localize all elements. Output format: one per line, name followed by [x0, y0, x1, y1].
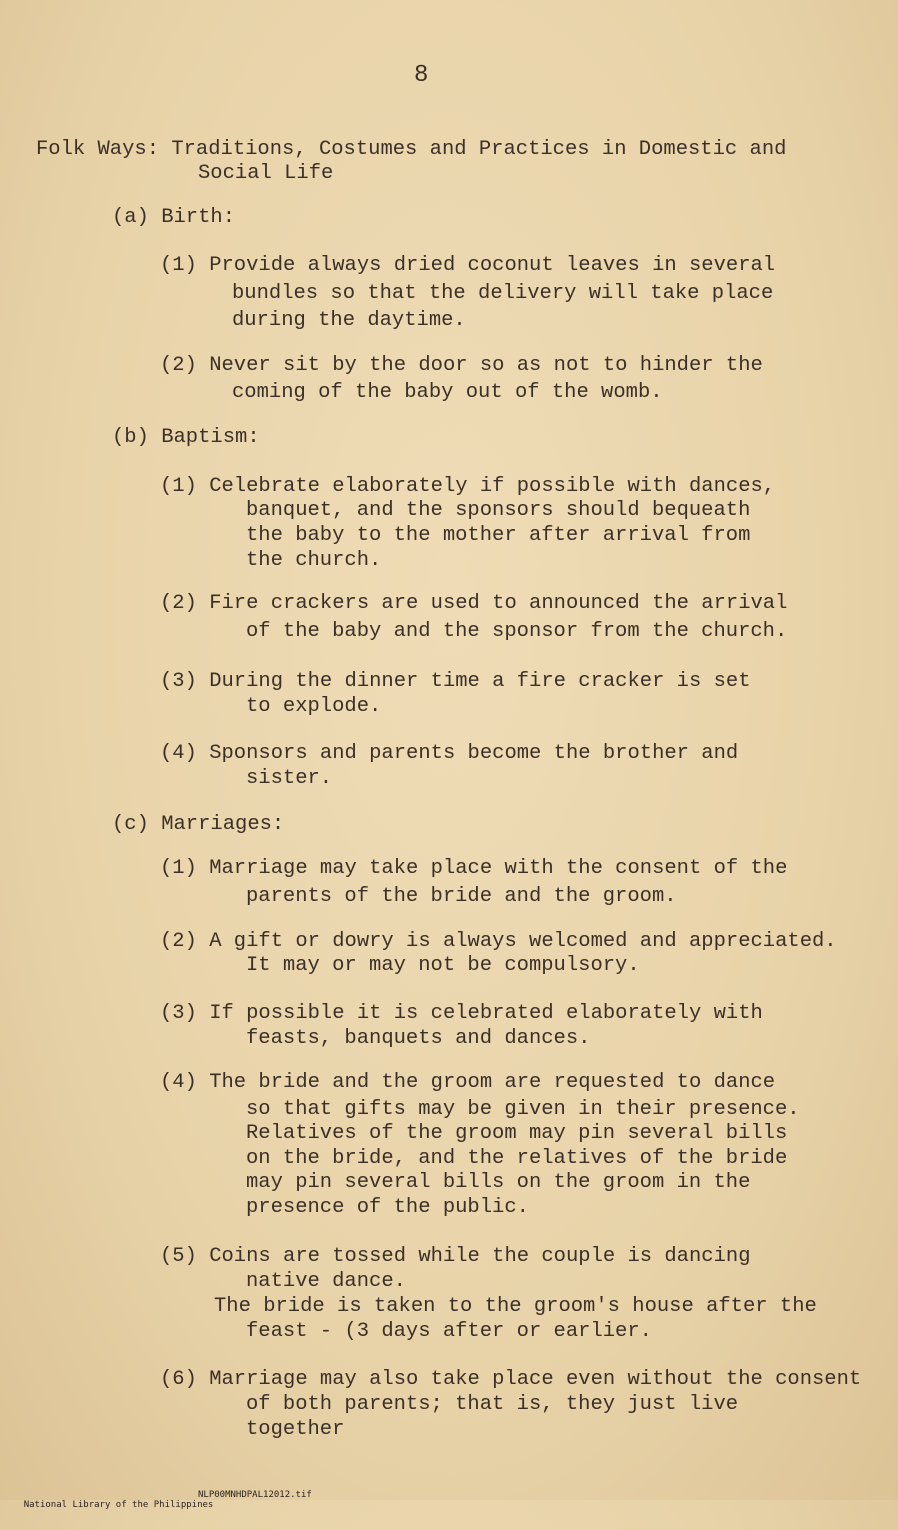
baptism-item-4-line-1: (4) Sponsors and parents become the brother and [160, 742, 739, 765]
baptism-item-1-line-3: the baby to the mother after arrival from [246, 524, 751, 547]
marriages-item-2-line-1: (2) A gift or dowry is always welcomed and appreciated. [160, 930, 837, 953]
marriages-item-6-line-3: together [246, 1418, 345, 1441]
birth-item-2-line-2: coming of the baby out of the womb. [232, 381, 663, 404]
marriages-item-5-line-3: The bride is taken to the groom's house after the [214, 1295, 817, 1318]
marriages-item-5-line-4: feast - (3 days after or earlier. [246, 1320, 652, 1343]
birth-item-1-line-3: during the daytime. [232, 309, 466, 332]
birth-item-1-line-2: bundles so that the delivery will take place [232, 282, 774, 305]
baptism-item-1-line-2: banquet, and the sponsors should bequeath [246, 499, 751, 522]
baptism-item-2-line-2: of the baby and the sponsor from the church. [246, 620, 788, 643]
baptism-item-2-line-1: (2) Fire crackers are used to announced the arrival [160, 592, 788, 615]
baptism-item-3-line-2: to explode. [246, 695, 382, 718]
birth-item-1-line-1: (1) Provide always dried coconut leaves in several [160, 254, 776, 277]
heading-line-1: Folk Ways: Traditions, Costumes and Practices in Domestic and [36, 138, 787, 161]
page-number: 8 [414, 62, 429, 89]
marriages-item-3-line-1: (3) If possible it is celebrated elaborately with [160, 1002, 763, 1025]
marriages-item-4-line-6: presence of the public. [246, 1196, 529, 1219]
baptism-item-4-line-2: sister. [246, 767, 333, 790]
marriages-item-6-line-2: of both parents; that is, they just live [246, 1393, 739, 1416]
section-birth-title: (a) Birth: [112, 206, 236, 229]
baptism-item-1-line-1: (1) Celebrate elaborately if possible with dances, [160, 475, 776, 498]
marriages-item-4-line-3: Relatives of the groom may pin several bills [246, 1122, 788, 1145]
baptism-item-1-line-4: the church. [246, 549, 382, 572]
baptism-item-3-line-1: (3) During the dinner time a fire cracker is set [160, 670, 751, 693]
marriages-item-6-line-1: (6) Marriage may also take place even without the consent [160, 1368, 862, 1391]
marriages-item-4-line-4: on the bride, and the relatives of the bride [246, 1147, 788, 1170]
marriages-item-4-line-1: (4) The bride and the groom are requested to dance [160, 1071, 776, 1094]
marriages-item-2-line-2: It may or may not be compulsory. [246, 954, 640, 977]
marriages-item-4-line-5: may pin several bills on the groom in the [246, 1171, 751, 1194]
marriages-item-1-line-1: (1) Marriage may take place with the consent of the [160, 857, 788, 880]
heading-line-2: Social Life [198, 162, 334, 185]
section-baptism-title: (b) Baptism: [112, 426, 260, 449]
marriages-item-3-line-2: feasts, banquets and dances. [246, 1027, 591, 1050]
marriages-item-4-line-2: so that gifts may be given in their presence. [246, 1098, 800, 1121]
footer-file-name: NLP00MNHDPAL12012.tif [198, 1490, 312, 1500]
birth-item-2-line-1: (2) Never sit by the door so as not to hinder the [160, 354, 763, 377]
footer-library-name: National Library of the Philippines [23, 1500, 214, 1510]
footer [2, 1490, 312, 1530]
marriages-item-5-line-1: (5) Coins are tossed while the couple is dancing [160, 1245, 751, 1268]
section-marriages-title: (c) Marriages: [112, 813, 285, 836]
marriages-item-1-line-2: parents of the bride and the groom. [246, 885, 677, 908]
marriages-item-5-line-2: native dance. [246, 1270, 406, 1293]
